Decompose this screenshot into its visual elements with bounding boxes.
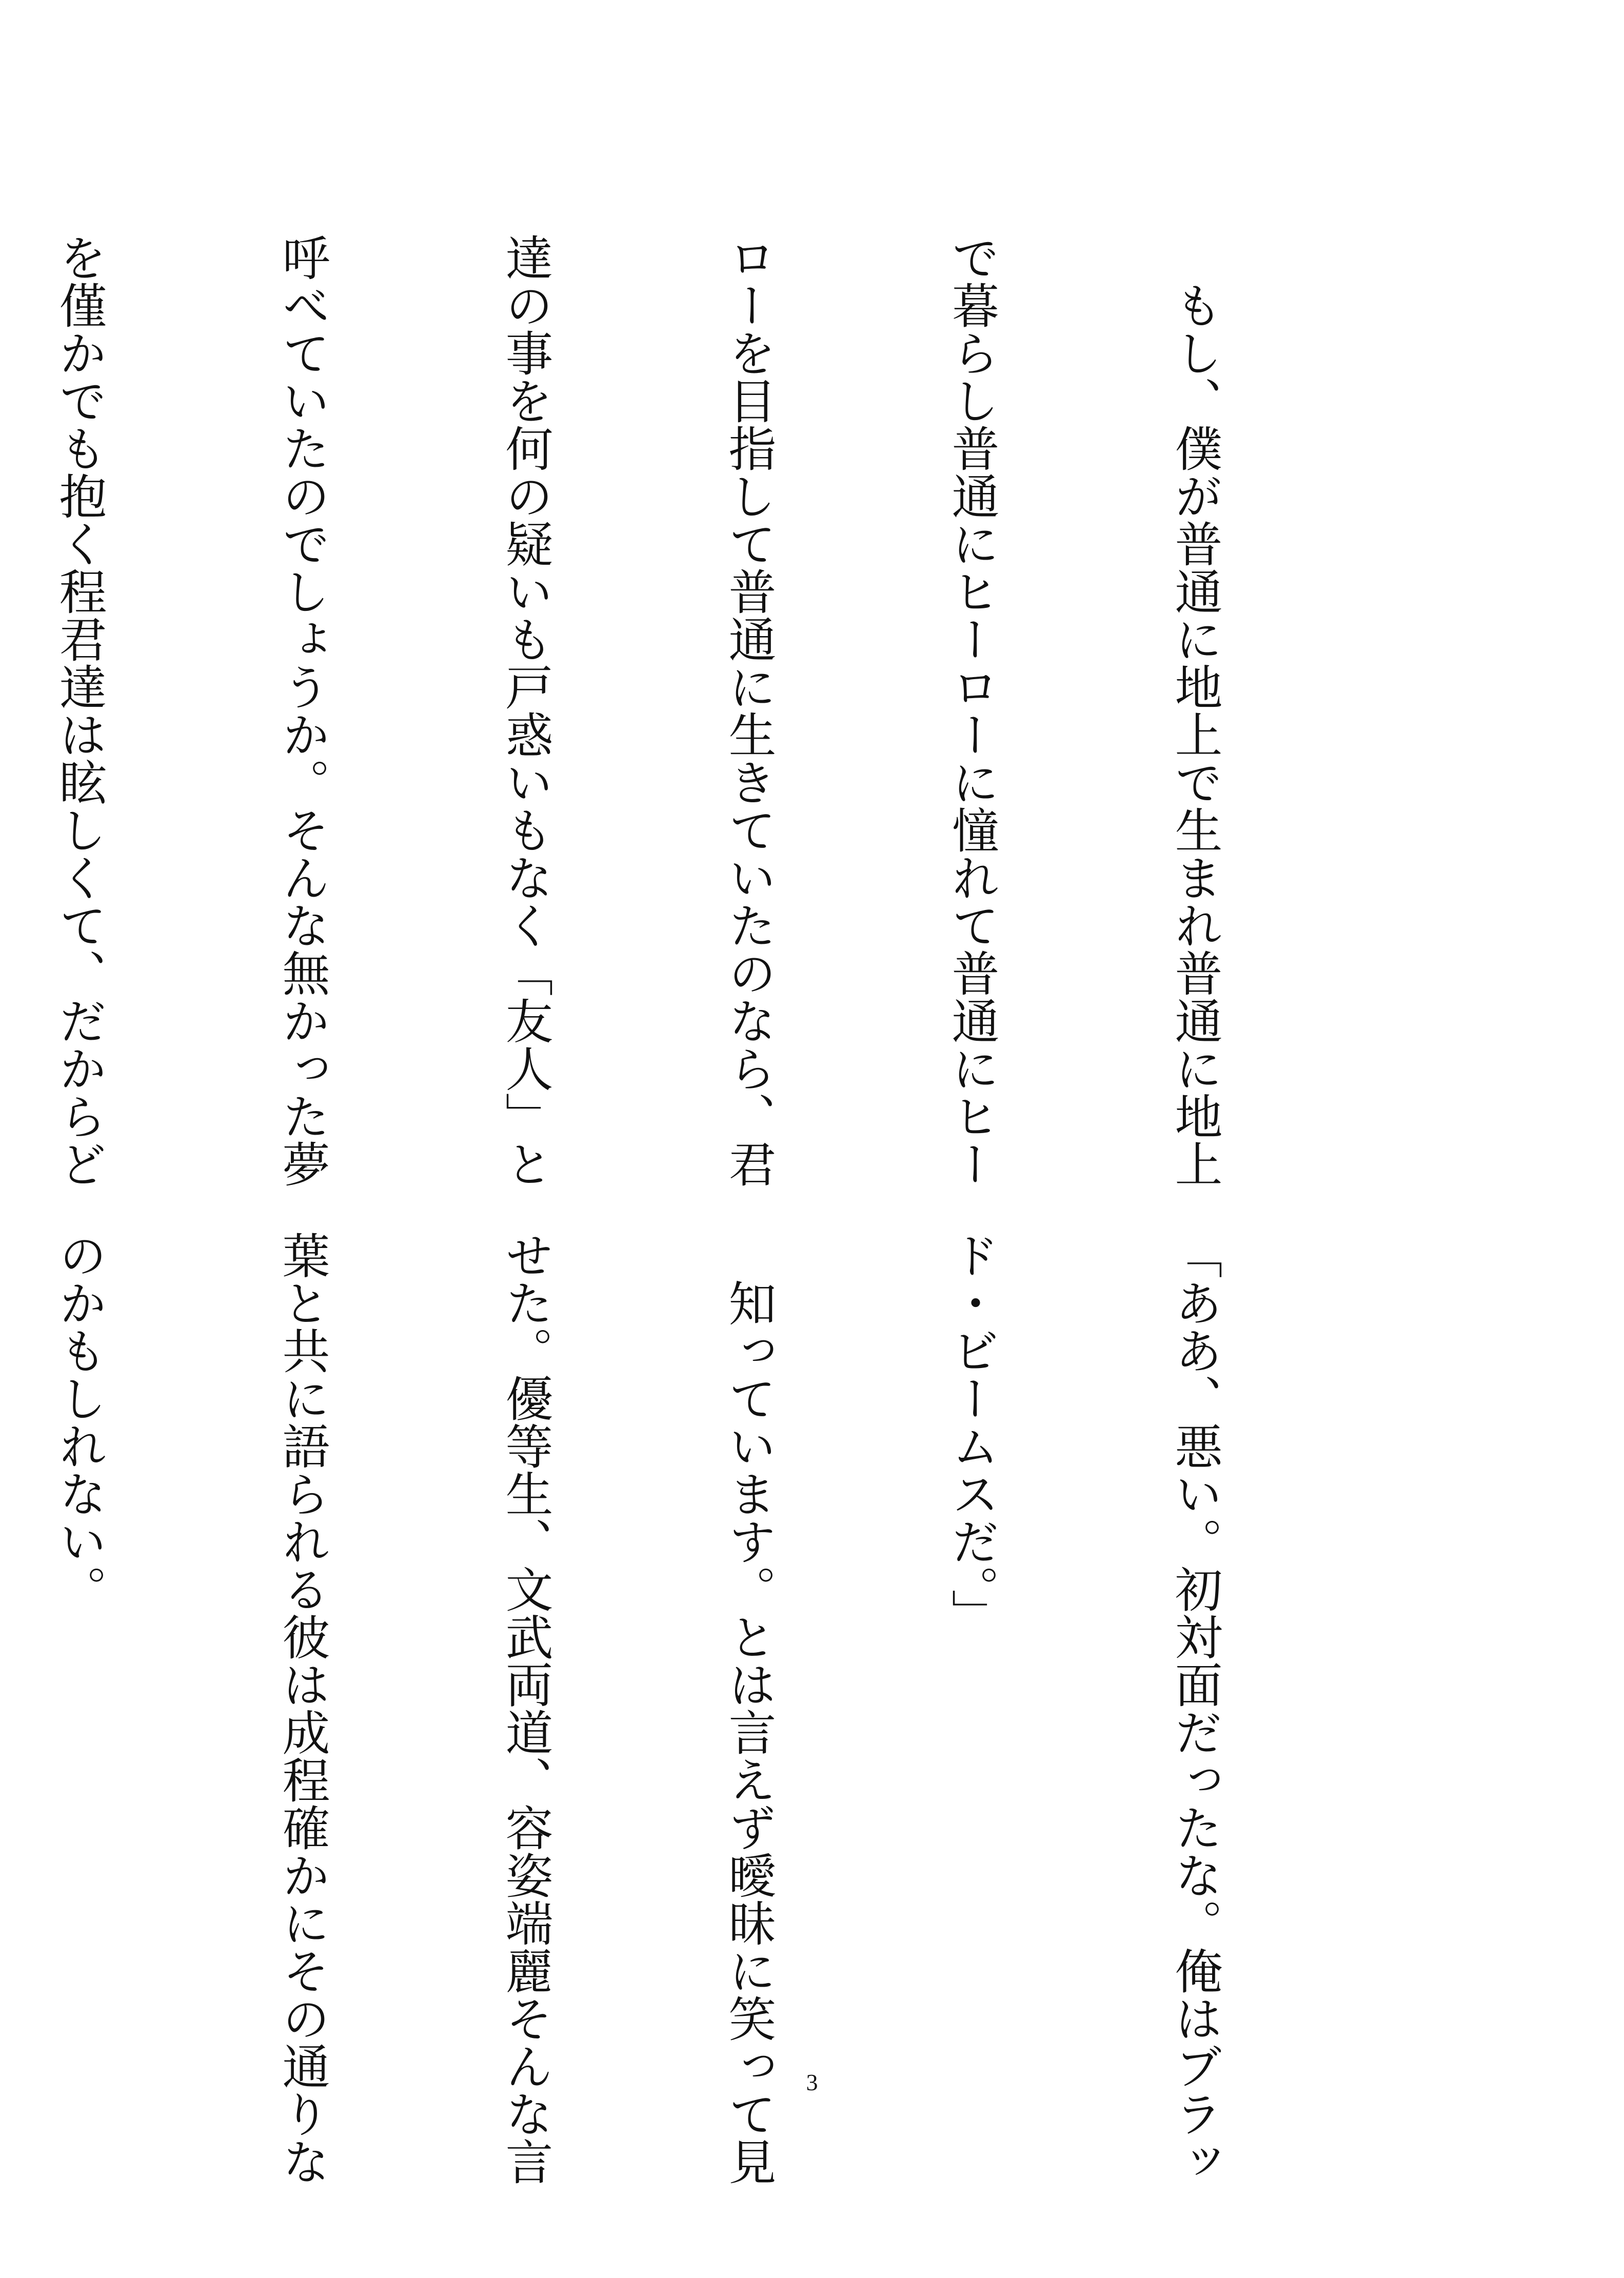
text-line: 知っています。とは言えず曖昧に笑って見 xyxy=(721,1231,776,2185)
text-line: 葉と共に語られる彼は成程確かにその通りな xyxy=(274,1231,330,2185)
text-line: で暮らし普通にヒーローに憧れて普通にヒー xyxy=(944,233,999,1187)
text-line: 達の事を何の疑いも戸惑いもなく「友人」と xyxy=(498,233,553,1187)
text-line: を僅かでも抱く程君達は眩しくて、だからど xyxy=(51,233,107,1187)
text-line: ド・ビームスだ。」 xyxy=(944,1231,999,1637)
text-line: 呼べていたのでしょうか。そんな無かった夢 xyxy=(274,233,330,1187)
text-line: せた。優等生、文武両道、容姿端麗そんな言 xyxy=(498,1231,553,2185)
bottom-text-block xyxy=(0,1231,1380,2185)
top-text-block xyxy=(0,233,1380,1187)
text-line: 「ああ、悪い。初対面だったな。俺はブラッ xyxy=(1167,1231,1222,2185)
page-number: 3 xyxy=(806,2069,818,2095)
text-line: ローを目指して普通に生きていたのなら、君 xyxy=(721,233,776,1187)
text-line: もし、僕が普通に地上で生まれ普通に地上 xyxy=(1167,233,1222,1187)
text-line: のかもしれない。 xyxy=(51,1231,107,1613)
